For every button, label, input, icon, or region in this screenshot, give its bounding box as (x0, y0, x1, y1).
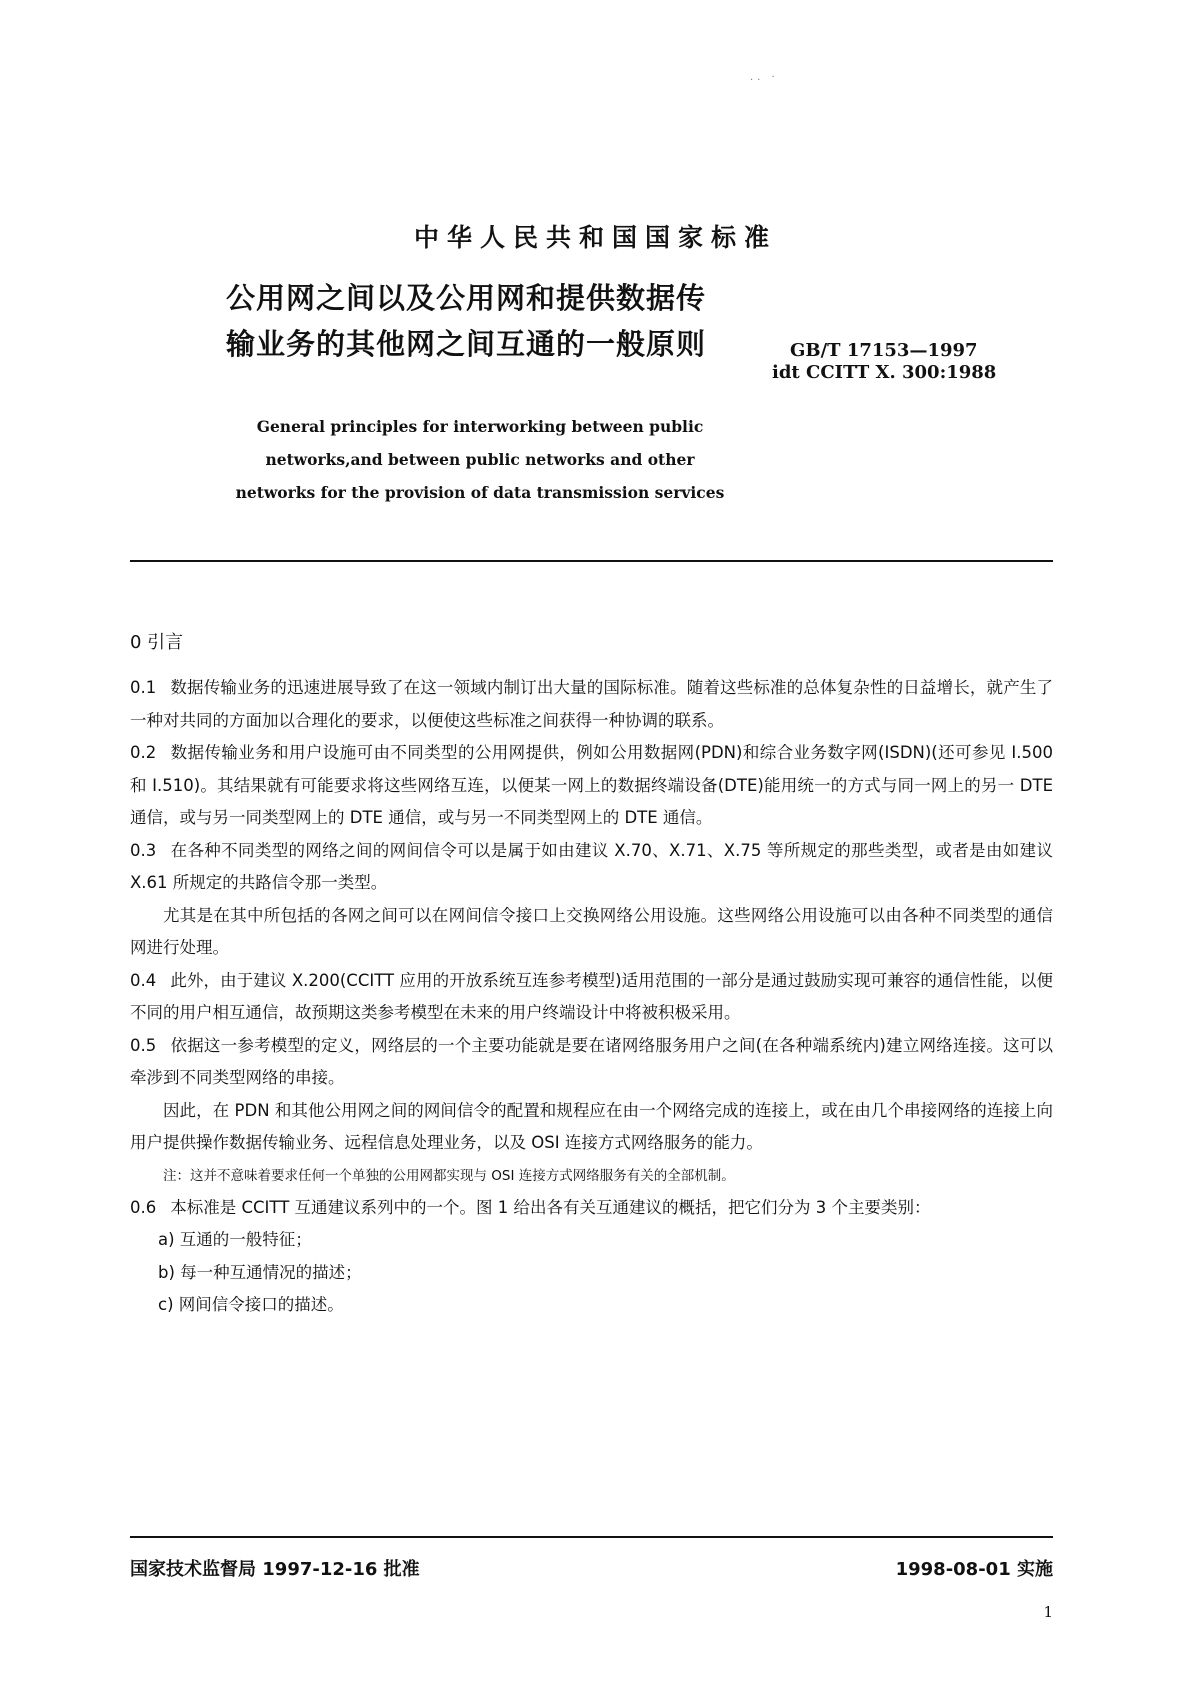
paragraph-number: 0.5 (130, 1035, 157, 1055)
paragraph-0-3 (130, 835, 1053, 900)
paragraph-0-5-continued: 因此，在 PDN 和其他公用网之间的网间信令的配置和规程应在由一个网络完成的连接上，或在由几个串接网络的连接上向用户提供操作数据传输业务、远程信息处理业务，以及 OSI 连接方式网络服务的能力。 (130, 1100, 1053, 1152)
title-cn-line2: 输业务的其他网之间互通的一般原则 (226, 327, 707, 361)
paragraph-text: 数据传输业务和用户设施可由不同类型的公用网提供，例如公用数据网(PDN)和综合业务数字网(ISDN)(还可参见 I.500 和 I.510)。其结果就有可能要求将这些网络互连，以便某一网上的数据终端设备(DTE)能用统一的方式与同一网上的另一 DTE 通信，或与另一同类型网上的 DTE 通信，或与另一不同类型网上的 DTE 通信。 (130, 743, 1053, 827)
paragraph-number: 0.6 (130, 1197, 157, 1217)
section-heading: 0 引言 (130, 632, 184, 653)
header-divider (130, 560, 1053, 562)
list-item-a: a) 互通的一般特征； (158, 1230, 312, 1249)
title-en (200, 410, 760, 509)
standard-number: GB/T 17153—1997 (790, 340, 978, 361)
paragraph-text: 数据传输业务的迅速进展导致了在这一领域内制订出大量的国际标准。随着这些标准的总体复杂性的日益增长，就产生了一种对共同的方面加以合理化的要求，以便使这些标准之间获得一种协调的联系。 (130, 678, 1053, 730)
paragraph-number: 0.2 (130, 743, 157, 762)
page-number: 1 (1043, 1603, 1053, 1621)
idt-reference: idt CCITT X. 300:1988 (772, 362, 997, 383)
list-item-c: c) 网间信令接口的描述。 (158, 1295, 344, 1314)
paragraph-number: 0.1 (130, 678, 157, 697)
paragraph-0-5 (130, 1030, 1053, 1095)
note: 注：这并不意味着要求任何一个单独的公用网都实现与 OSI 连接方式网络服务有关的全部机制。 (163, 1167, 735, 1184)
paragraph-0-1 (130, 672, 1053, 737)
implementation-date: 1998-08-01 实施 (895, 1559, 1053, 1580)
paragraph-text: 依据这一参考模型的定义，网络层的一个主要功能就是要在诸网络服务用户之间(在各种端系统内)建立网络连接。这可以牵涉到不同类型网络的串接。 (130, 1035, 1053, 1087)
paragraph-text: 在各种不同类型的网络之间的网间信令可以是属于如由建议 X.70、X.71、X.75 等所规定的那些类型，或者是由如建议 X.61 所规定的共路信令那一类型。 (130, 840, 1053, 892)
body-text (130, 672, 1053, 1322)
paragraph-text: 此外，由于建议 X.200(CCITT 应用的开放系统互连参考模型)适用范围的一部分是通过鼓励实现可兼容的通信性能，以便不同的用户相互通信，故预期这类参考模型在未来的用户终端设计中将被积极采用。 (130, 970, 1053, 1022)
title-cn-line1: 公用网之间以及公用网和提供数据传 (226, 281, 707, 315)
scan-specks: .. · (750, 72, 779, 83)
title-en-line2: networks,and between public networks and other (265, 450, 695, 469)
footer-divider (130, 1536, 1053, 1538)
title-en-line3: networks for the provision of data transmission services (235, 483, 725, 502)
paragraph-0-3-continued: 尤其是在其中所包括的各网之间可以在网间信令接口上交换网络公用设施。这些网络公用设施可以由各种不同类型的通信网进行处理。 (130, 905, 1053, 957)
paragraph-0-2 (130, 737, 1053, 835)
paragraph-0-4 (130, 965, 1053, 1030)
paragraph-number: 0.3 (130, 840, 157, 860)
paragraph-number: 0.4 (130, 970, 157, 990)
approval-line: 国家技术监督局 1997-12-16 批准 (130, 1559, 420, 1580)
title-en-line1: General principles for interworking between public (256, 417, 704, 436)
paragraph-text: 本标准是 CCITT 互通建议系列中的一个。图 1 给出各有关互通建议的概括，把它们分为 3 个主要类别： (170, 1197, 931, 1217)
paragraph-0-6 (130, 1192, 1053, 1225)
list-item-b: b) 每一种互通情况的描述； (158, 1262, 362, 1282)
national-standard-heading: 中华人民共和国国家标准 (413, 223, 777, 252)
